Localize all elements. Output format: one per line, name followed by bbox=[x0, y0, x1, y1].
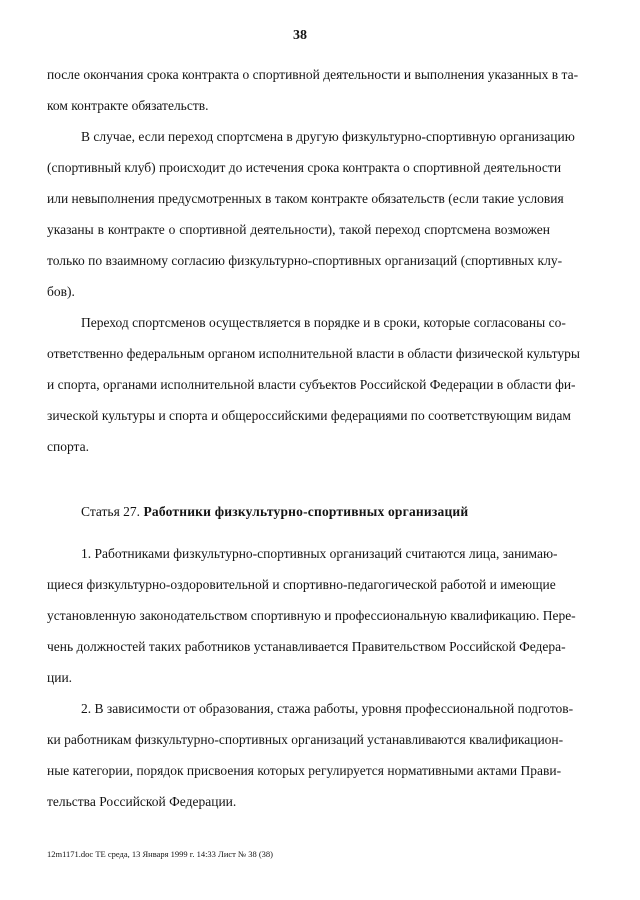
paragraph-line: Переход спортсменов осуществляется в порядке и в сроки, которые согласованы со- bbox=[81, 315, 566, 330]
article-heading bbox=[81, 503, 468, 521]
paragraph-line: чень должностей таких работников устанавливается Правительством Российской Федера- bbox=[47, 639, 566, 654]
paragraph-line: и спорта, органами исполнительной власти субъектов Российской Федерации в области фи- bbox=[47, 377, 576, 392]
page-number: 38 bbox=[293, 28, 307, 43]
paragraph-line: только по взаимному согласию физкультурно-спортивных организаций (спортивных клу- bbox=[47, 253, 563, 268]
article-number: Статья 27. bbox=[81, 504, 144, 519]
paragraph-line: (спортивный клуб) происходит до истечения срока контракта о спортивной деятельности bbox=[47, 160, 562, 175]
paragraph-line: В случае, если переход спортсмена в другую физкультурно-спортивную организацию bbox=[81, 129, 575, 144]
paragraph-line: ответственно федеральным органом исполнительной власти в области физической культуры bbox=[47, 346, 580, 361]
paragraph-line: после окончания срока контракта о спортивной деятельности и выполнения указанных в та- bbox=[47, 67, 579, 82]
paragraph-line: указаны в контракте о спортивной деятельности), такой переход спортсмена возможен bbox=[47, 222, 550, 237]
paragraph-line: тельства Российской Федерации. bbox=[47, 794, 237, 809]
paragraph-line: или невыполнения предусмотренных в таком контракте обязательств (если такие условия bbox=[47, 191, 564, 206]
paragraph-line: ные категории, порядок присвоения которых регулируется нормативными актами Прави- bbox=[47, 763, 562, 778]
paragraph-line: спорта. bbox=[47, 439, 89, 454]
paragraph-line: ки работникам физкультурно-спортивных организаций устанавливаются квалификацион- bbox=[47, 732, 564, 747]
paragraph-line: бов). bbox=[47, 284, 75, 299]
article-title: Работники физкультурно-спортивных организаций bbox=[143, 504, 469, 519]
paragraph-line: 2. В зависимости от образования, стажа работы, уровня профессиональной подготов- bbox=[81, 701, 574, 716]
paragraph-line: 1. Работниками физкультурно-спортивных организаций считаются лица, занимаю- bbox=[81, 546, 558, 561]
paragraph-line: ции. bbox=[47, 670, 73, 685]
paragraph-line: установленную законодательством спортивную и профессиональную квалификацию. Пере- bbox=[47, 608, 576, 623]
document-footer: 12m1171.doc ТЕ среда, 13 Января 1999 г. 14:33 Лист № 38 (38) bbox=[47, 849, 273, 859]
paragraph-line: щиеся физкультурно-оздоровительной и спортивно-педагогической работой и имеющие bbox=[47, 577, 556, 592]
paragraph-line: ком контракте обязательств. bbox=[47, 98, 209, 113]
paragraph-line: зической культуры и спорта и общероссийскими федерациями по соответствующим видам bbox=[47, 408, 571, 423]
